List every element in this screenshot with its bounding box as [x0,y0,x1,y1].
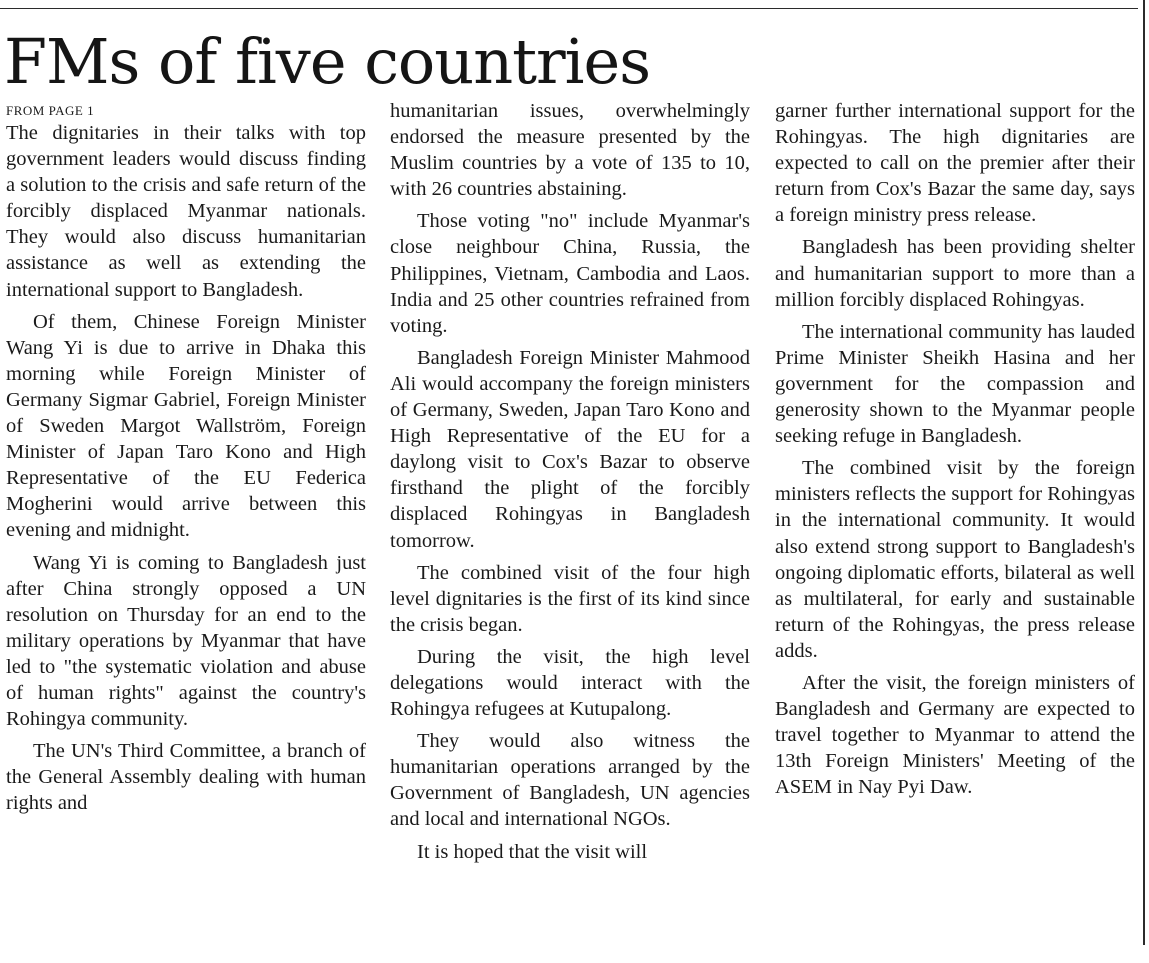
kicker: FROM PAGE 1 [6,103,95,118]
paragraph: Bangladesh has been providing shelter and humanitarian support to more than a million forcibly displaced Rohingyas. [775,236,1135,311]
paragraph: The combined visit by the foreign ministers reflects the support for Rohingyas in the international community. It would also extend strong support to Bangladesh's ongoing diplomatic efforts, bilateral as well as multilateral, for early and sustainable return of the Rohingyas, the press release adds. [775,457,1135,662]
top-rule [0,8,1138,9]
paragraph: The combined visit of the four high level dignitaries is the first of its kind since the crisis began. [390,561,750,636]
paragraph: Bangladesh Foreign Minister Mahmood Ali would accompany the foreign ministers of Germany, Sweden, Japan Taro Kono and High Representative of the EU for a daylong visit to Cox's Bazar to observe firsthand the plight of the forcibly displaced Rohingyas in Bangladesh tomorrow. [390,346,750,552]
paragraph: The dignitaries in their talks with top government leaders would discuss finding a solution to the crisis and safe return of the forcibly displaced Myanmar nationals. They would also discuss humanitarian assistance as well as extending the international support to Bangladesh. [6,122,366,301]
paragraph: It is hoped that the visit will [417,840,648,863]
paragraph: Of them, Chinese Foreign Minister Wang Yi is due to arrive in Dhaka this morning while Foreign Minister of Germany Sigmar Gabriel, Foreign Minister of Sweden Margot Wallström, Foreign Minister of Japan Taro Kono and High Representative of the EU Federica Mogherini would arrive between this evening and midnight. [6,310,366,542]
article-column-1 [6,102,366,822]
article-column-3 [775,98,1135,806]
paragraph: They would also witness the humanitarian operations arranged by the Government of Bangladesh, UN agencies and local and international NGOs. [390,730,750,831]
paragraph: The international community has lauded Prime Minister Sheikh Hasina and her government for the compassion and generosity shown to the Myanmar people seeking refuge in Bangladesh. [775,320,1135,448]
headline: FMs of five countries [4,25,651,98]
paragraph: During the visit, the high level delegations would interact with the Rohingya refugees at Kutupalong. [390,645,750,721]
paragraph: garner further international support for the Rohingyas. The high dignitaries are expected to call on the premier after their return from Cox's Bazar the same day, says a foreign ministry press release. [775,100,1135,227]
paragraph: The UN's Third Committee, a branch of the General Assembly dealing with human rights and [6,740,366,815]
paragraph: Those voting "no" include Myanmar's close neighbour China, Russia, the Philippines, Vietnam, Cambodia and Laos. India and 25 other countries refrained from voting. [390,210,750,337]
column-rule-right [1143,0,1145,945]
paragraph: humanitarian issues, overwhelmingly endorsed the measure presented by the Muslim countries by a vote of 135 to 10, with 26 countries abstaining. [390,100,750,201]
paragraph: Wang Yi is coming to Bangladesh just after China strongly opposed a UN resolution on Thursday for an end to the military operations by Myanmar that have led to "the systematic violation and abuse of human rights" against the country's Rohingya community. [6,551,366,731]
article-column-2 [390,98,750,871]
paragraph: After the visit, the foreign ministers of Bangladesh and Germany are expected to travel together to Myanmar to attend the 13th Foreign Ministers' Meeting of the ASEM in Nay Pyi Daw. [775,671,1135,799]
